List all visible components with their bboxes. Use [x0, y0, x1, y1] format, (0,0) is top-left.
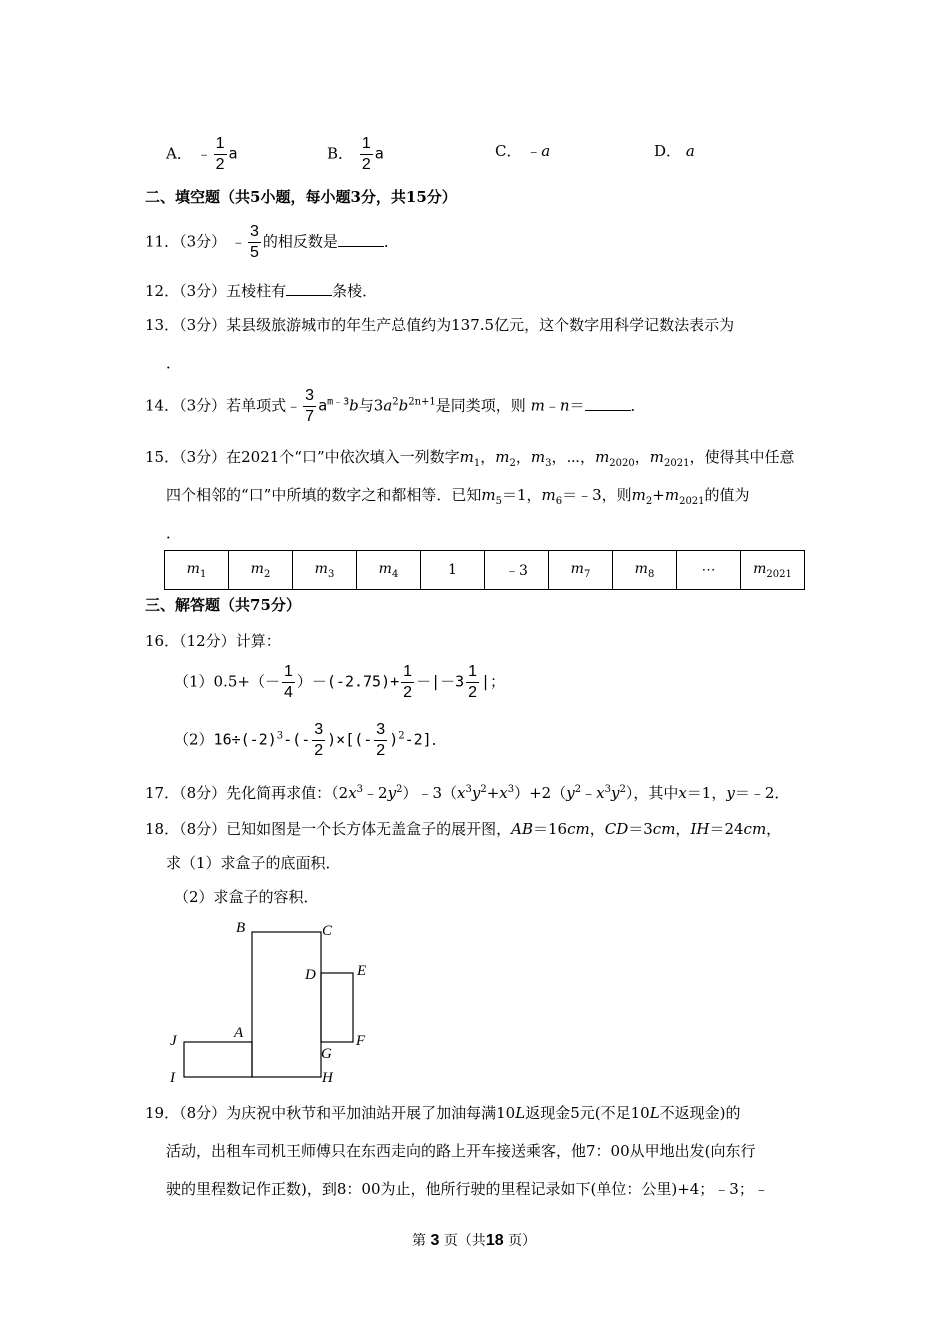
question-16-part-1: （1）0.5+（－ $\frac{1}{4}$ ）－(-2.75)+ $\frac{1}{2}$ －|－3 $\frac{1}{2}$ |； — [174, 663, 506, 701]
question-16-part-2: $(2)16\div(-2)^3-(-$ $\frac{3}{2}$ )×[(- $\frac{3}{2}$ )$^2$-2]． — [174, 721, 447, 759]
label-C: C — [322, 923, 333, 939]
question-16: 16．（12分）计算： — [145, 632, 281, 650]
question-19-line-3: 驶的里程数记作正数)，到8：00为止，他所行驶的里程记录如下(单位：公里)+4；﹣3；﹣ — [166, 1180, 769, 1198]
table-cell: $m_8$ — [613, 551, 677, 590]
fraction: $\frac{1}{2}$ — [215, 135, 225, 173]
question-11: 11．（3分） ﹣ $\frac{3}{5}$ 的相反数是 ． — [145, 223, 399, 261]
sequence-table — [164, 550, 805, 590]
table-cell: $m_{2021}$ — [741, 551, 805, 590]
label-J: J — [170, 1033, 177, 1049]
page-footer: 第 3 页（共18 页） — [412, 1232, 537, 1249]
fraction: $\frac{3}{2}$ — [376, 721, 386, 759]
question-13: 13．（3分）某县级旅游城市的年生产总值约为137.5亿元，这个数字用科学记数法表示为 — [145, 316, 735, 334]
fraction: $\frac{1}{2}$ — [468, 663, 478, 701]
question-15-dot: ． — [166, 524, 182, 542]
option-b: B． $\frac{1}{2}$ a — [327, 135, 384, 173]
option-a: A． ﹣ $\frac{1}{2}$ a — [166, 135, 238, 173]
box-net-left-rect — [184, 1042, 252, 1077]
table-cell: ﹣3 — [485, 551, 549, 590]
table-cell: $m_7$ — [549, 551, 613, 590]
question-19-line-1: 19．（8分）为庆祝中秋节和平加油站开展了加油每满10L返现金5元(不足10L不返现金)的 — [145, 1104, 741, 1122]
question-12: 12．（3分）五棱柱有 条棱． — [145, 282, 378, 300]
label-B: B — [236, 920, 246, 936]
table-cell: $m_2$ — [229, 551, 293, 590]
fraction: $\frac{1}{2}$ — [361, 135, 371, 173]
option-c: C． ﹣a — [495, 142, 551, 160]
label-E: E — [357, 963, 367, 979]
fraction: $\frac{3}{5}$ — [249, 223, 259, 261]
box-net-right-rect — [321, 973, 353, 1042]
label-F: F — [356, 1033, 366, 1049]
question-15-line-2: 四个相邻的“口”中所填的数字之和都相等．已知$m_5=1$，$m_6=﹣3$，则$m_2+m_{2021}$的值为 — [166, 486, 750, 507]
table-cell: ⋯ — [677, 551, 741, 590]
table-cell: $m_1$ — [165, 551, 229, 590]
label-A: A — [234, 1025, 244, 1041]
section-title-solutions: 三、解答题（共75分） — [145, 596, 301, 614]
label-H: H — [322, 1070, 333, 1086]
question-14: 14．（3分）若单项式﹣ $\frac{3}{7}$ $a^{m﹣3}b$与$3a^2b^{2n+1}$是同类项，则 m﹣n＝ ． — [145, 387, 646, 425]
table-cell: $m_3$ — [293, 551, 357, 590]
label-I: I — [170, 1070, 175, 1086]
question-17: 17．（8分）先化简再求值：$(2x^3﹣2y^2)﹣3(x^3y^2+x^3)+2(y^2﹣x^3y^2)$，其中x＝1，y＝﹣2． — [145, 784, 790, 802]
label-D: D — [305, 967, 316, 983]
option-d: D． a — [654, 142, 695, 160]
box-net-center-rect — [252, 932, 321, 1077]
box-net-figure — [160, 915, 390, 1090]
section-title-fill-blank: 二、填空题（共5小题，每小题3分，共15分） — [145, 188, 457, 206]
answer-blank[interactable] — [286, 283, 332, 296]
fraction: $\frac{1}{4}$ — [284, 663, 293, 701]
fraction: $\frac{3}{7}$ — [305, 387, 315, 425]
table-cell: $m_4$ — [357, 551, 421, 590]
answer-blank[interactable] — [338, 234, 384, 247]
question-18-line-1: 18．（8分）已知如图是一个长方体无盖盒子的展开图，AB＝16cm，CD＝3cm，IH＝24cm， — [145, 820, 782, 838]
label-G: G — [321, 1046, 332, 1062]
question-15-line-1: 15．（3分）在2021个“口”中依次填入一列数字$m_1$，$m_2$，$m_3$，⋯，$m_{2020}$，$m_{2021}$，使得其中任意 — [145, 448, 795, 469]
fraction: $\frac{1}{2}$ — [403, 663, 413, 701]
question-19-line-2: 活动，出租车司机王师傅只在东西走向的路上开车接送乘客，他7：00从甲地出发(向东行 — [166, 1142, 756, 1160]
question-18-line-2: 求（1）求盒子的底面积． — [166, 854, 341, 872]
fraction: $\frac{3}{2}$ — [314, 721, 324, 759]
question-18-line-3: （2）求盒子的容积． — [174, 888, 319, 906]
table-cell: 1 — [421, 551, 485, 590]
question-13-dot: ． — [166, 354, 182, 372]
answer-blank[interactable] — [585, 398, 631, 411]
